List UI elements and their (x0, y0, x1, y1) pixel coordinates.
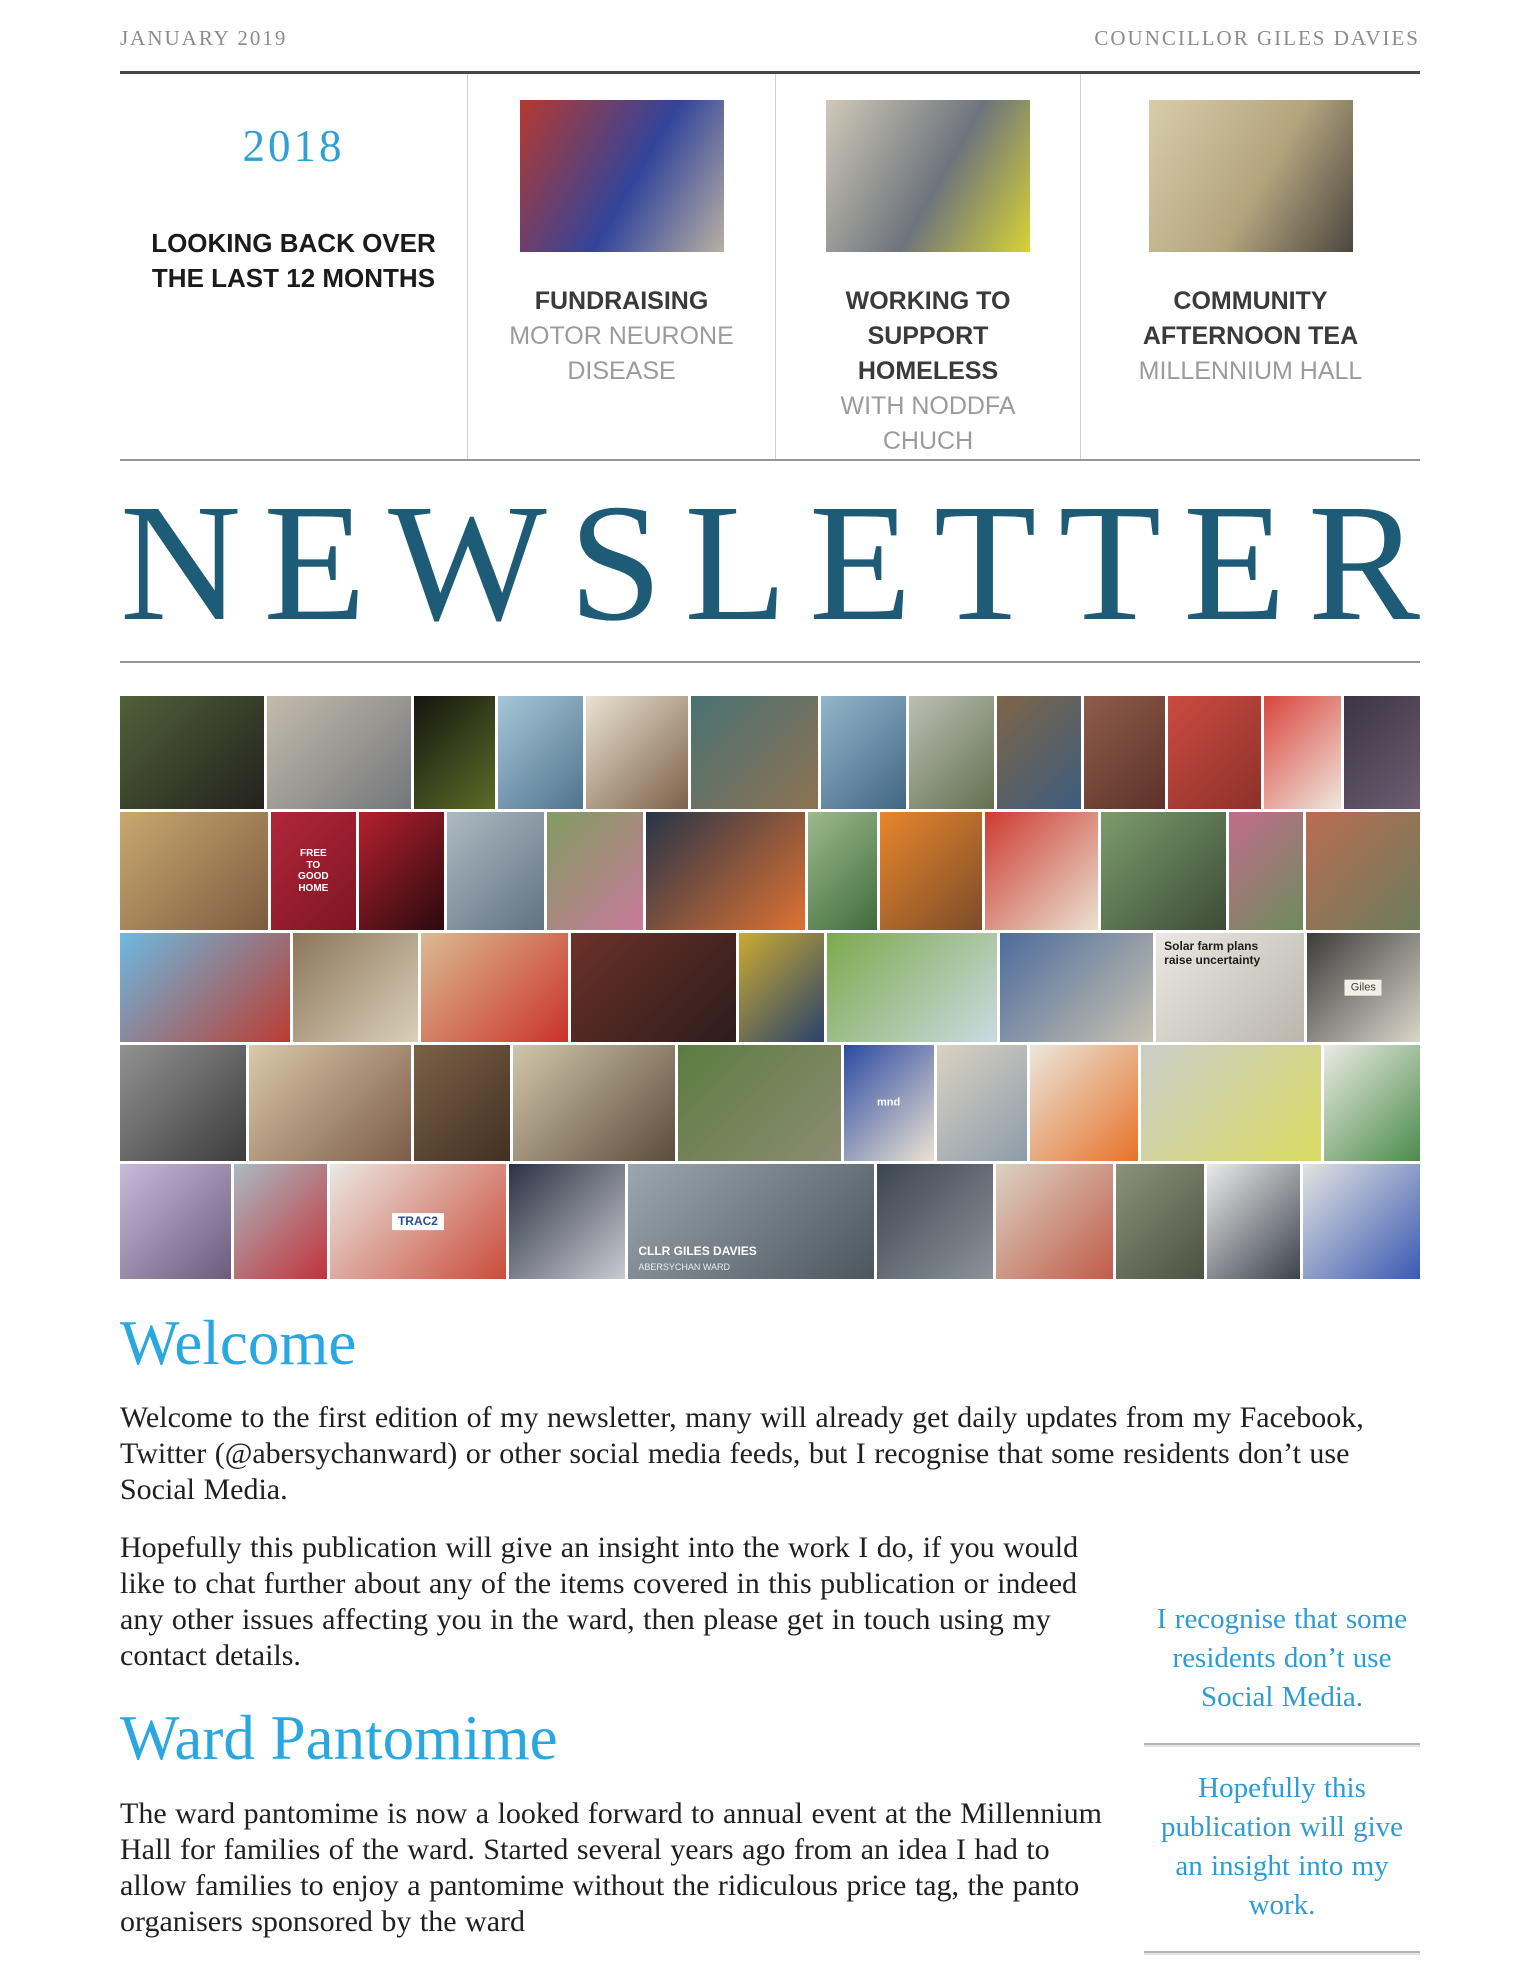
masthead-letter: E (263, 470, 367, 656)
masthead-letter: T (933, 470, 1037, 656)
collage-photo (249, 1045, 411, 1161)
collage-photo-label: FREE TO GOOD HOME (298, 848, 329, 894)
highlight-column-fundraising (467, 74, 775, 459)
collage-photo (1168, 696, 1261, 809)
collage-photo (1344, 696, 1420, 809)
collage-photo (1030, 1045, 1138, 1161)
highlight-title: FUNDRAISING (534, 287, 709, 315)
pull-quote-sidebar (1144, 1576, 1420, 1953)
highlights-strip (120, 74, 1420, 459)
photo-collage (120, 696, 1420, 1279)
collage-photo (421, 933, 568, 1042)
highlight-column-afternoon-tea (1080, 74, 1420, 459)
collage-photo (571, 933, 735, 1042)
section-divider (120, 661, 1420, 663)
collage-photo (414, 696, 495, 809)
masthead-letter: W (388, 470, 547, 656)
highlight-subtitle: MOTOR NEURONE DISEASE (509, 322, 734, 385)
collage-photo (1306, 812, 1420, 930)
collage-photo (827, 933, 997, 1042)
collage-photo (498, 696, 583, 809)
pull-quote-divider (1144, 1951, 1420, 1953)
collage-photo-label: Giles (1345, 979, 1382, 996)
collage-photo (1141, 1045, 1321, 1161)
collage-photo (985, 812, 1099, 930)
collage-photo (120, 933, 290, 1042)
collage-photo (120, 1164, 231, 1279)
header-date: JANUARY 2019 (120, 26, 288, 50)
collage-photo (547, 812, 644, 930)
collage-photo-sublabel: ABERSYCHAN WARD (638, 1262, 731, 1272)
masthead-letter: E (1183, 470, 1286, 656)
collage-photo (513, 1045, 675, 1161)
collage-row (120, 696, 1420, 809)
collage-photo (678, 1045, 840, 1161)
collage-photo (1264, 696, 1340, 809)
highlight-title: WORKING TO SUPPORT HOMELESS (845, 287, 1011, 385)
year-label: 2018 (242, 121, 345, 171)
tagline: LOOKING BACK OVER THE LAST 12 MONTHS (151, 228, 436, 294)
collage-photo (880, 812, 982, 930)
ward-pantomime-paragraph: The ward pantomime is now a looked forward to annual event at the Millennium Hall for families of the ward. Started several years ago from an idea I had to allow families to enjoy a pantomime without the ridiculous price tag, the panto organisers sponsored by the ward (120, 1796, 1102, 1938)
collage-photo (808, 812, 876, 930)
collage-photo (1116, 1164, 1204, 1279)
highlights-intro-column (120, 74, 467, 459)
highlight-photo (826, 100, 1030, 252)
masthead-letter: T (1058, 470, 1162, 656)
highlight-subtitle: WITH NODDFA CHUCH (840, 392, 1016, 455)
collage-photo-label: mnd (876, 1096, 901, 1109)
collage-photo (359, 812, 444, 930)
welcome-heading: Welcome (120, 1308, 357, 1378)
collage-photo (997, 696, 1082, 809)
highlight-photo (520, 100, 724, 252)
collage-photo (646, 812, 805, 930)
collage-photo (1207, 1164, 1300, 1279)
masthead-letter: N (120, 470, 242, 656)
pull-quote-1: I recognise that some residents don’t use Social Media. (1156, 1603, 1408, 1714)
header-author: COUNCILLOR GILES DAVIES (1094, 26, 1420, 50)
masthead-letter: S (568, 470, 663, 656)
collage-photo (120, 1045, 246, 1161)
welcome-paragraph-2-text: Hopefully this publication will give an insight into the work I do, if you would like to chat further about any of the items covered in this publication or indeed any other issues affecting you in the ward, then please get in touch using my contact details. (120, 1531, 1079, 1673)
masthead-letter: L (684, 470, 787, 656)
highlight-column-homeless (775, 74, 1080, 459)
masthead-letter: E (809, 470, 912, 656)
collage-photo (1229, 812, 1303, 930)
collage-photo (120, 696, 264, 809)
welcome-paragraph-1: Welcome to the first edition of my newsletter, many will already get daily updates from my Facebook, Twitter (@abersychanward) or other social media feeds, but I recognise that some residents don’t use Social Media. (120, 1401, 1364, 1507)
collage-photo (821, 696, 906, 809)
section-divider (120, 459, 1420, 461)
ward-pantomime-heading: Ward Pantomime (120, 1703, 558, 1774)
collage-photo-label: Solar farm plans raise uncertainty (1164, 939, 1261, 967)
collage-photo (628, 1164, 873, 1279)
collage-photo (330, 1164, 505, 1279)
collage-photo (877, 1164, 994, 1279)
highlight-photo (1149, 100, 1353, 252)
collage-photo (447, 812, 544, 930)
collage-photo-label: CLLR GILES DAVIES (638, 1244, 757, 1259)
collage-photo (509, 1164, 626, 1279)
collage-photo (909, 696, 994, 809)
collage-photo (1084, 696, 1165, 809)
masthead-letter: R (1307, 470, 1420, 656)
collage-photo (267, 696, 411, 809)
collage-row (120, 933, 1420, 1042)
collage-photo (414, 1045, 510, 1161)
collage-photo (234, 1164, 327, 1279)
collage-photo (293, 933, 418, 1042)
collage-photo-label: TRAC2 (392, 1213, 444, 1231)
collage-row (120, 1164, 1420, 1279)
article-body (120, 1309, 1420, 1940)
masthead-title (120, 470, 1420, 661)
collage-photo (937, 1045, 1027, 1161)
collage-photo (1307, 933, 1420, 1042)
highlight-subtitle: MILLENNIUM HALL (1138, 357, 1363, 385)
collage-photo (1000, 933, 1153, 1042)
highlight-title: COMMUNITY AFTERNOON TEA (1142, 287, 1359, 350)
collage-photo (1324, 1045, 1420, 1161)
pull-quote-divider (1144, 1743, 1420, 1745)
collage-photo (996, 1164, 1113, 1279)
collage-photo (1303, 1164, 1420, 1279)
collage-photo (586, 696, 688, 809)
page-header (120, 0, 1420, 51)
collage-row (120, 812, 1420, 930)
pull-quote-2: Hopefully this publication will give an insight into my work. (1160, 1772, 1403, 1922)
collage-photo (739, 933, 824, 1042)
collage-row (120, 1045, 1420, 1161)
collage-photo (1101, 812, 1226, 930)
collage-photo (120, 812, 268, 930)
collage-photo (691, 696, 818, 809)
collage-photo (271, 812, 356, 930)
collage-photo (844, 1045, 934, 1161)
collage-photo (1156, 933, 1303, 1042)
